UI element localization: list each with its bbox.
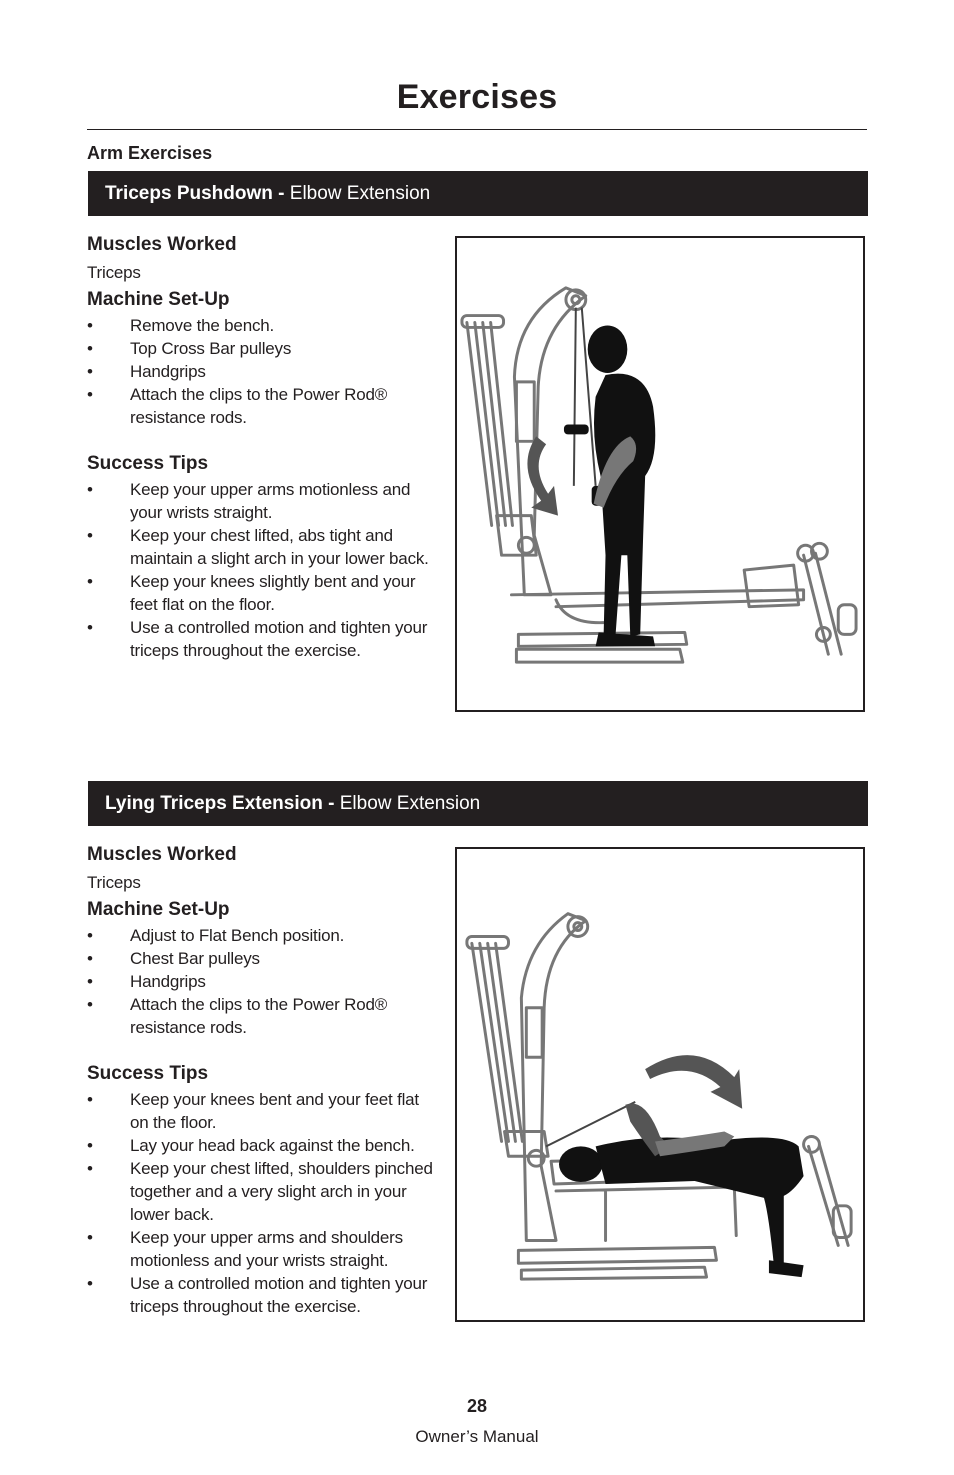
muscles-worked: Triceps [87, 873, 141, 892]
muscles-heading: Muscles Worked [87, 844, 237, 865]
tips-list [87, 1088, 437, 1318]
list-item: • Use a controlled motion and tighten your triceps throughout the exercise. [87, 1274, 428, 1316]
muscles-worked: Triceps [87, 263, 141, 282]
page-number: 28 [466, 1396, 488, 1416]
list-item: • Remove the bench. [87, 316, 275, 335]
list-item: • Handgrips [87, 362, 206, 381]
list-item: • Top Cross Bar pulleys [87, 339, 292, 358]
list-item: • Keep your upper arms and shoulders motionless and your wrists straight. [87, 1228, 403, 1270]
exercise-header-lying-triceps-extension [88, 781, 868, 826]
tips-heading: Success Tips [87, 1063, 209, 1084]
exercise-type: Elbow Extension [289, 183, 431, 204]
list-item: • Keep your upper arms motionless and your wrists straight. [87, 480, 411, 522]
section-heading: Arm Exercises [87, 143, 213, 163]
list-item: • Use a controlled motion and tighten your triceps throughout the exercise. [87, 618, 428, 660]
triceps-pushdown-illustration [455, 236, 865, 712]
exercise-name: Lying Triceps Extension - [105, 793, 335, 814]
muscles-heading: Muscles Worked [87, 234, 237, 255]
exercise-name: Triceps Pushdown - [105, 183, 285, 204]
tips-heading: Success Tips [87, 453, 209, 474]
list-item: • Keep your knees bent and your feet flat on the floor. [87, 1090, 419, 1132]
exercise-type: Elbow Extension [339, 793, 481, 814]
list-item: • Keep your knees slightly bent and your feet flat on the floor. [87, 572, 416, 614]
lying-triceps-extension-illustration [455, 847, 865, 1322]
list-item: • Attach the clips to the Power Rod® resistance rods. [87, 385, 388, 427]
list-item: • Adjust to Flat Bench position. [87, 926, 345, 945]
list-item: • Attach the clips to the Power Rod® resistance rods. [87, 995, 388, 1037]
list-item: • Handgrips [87, 972, 206, 991]
list-item: • Chest Bar pulleys [87, 949, 260, 968]
title-divider [87, 129, 867, 130]
list-item: • Lay your head back against the bench. [87, 1136, 415, 1155]
tips-list [87, 478, 437, 662]
page-title: Exercises [396, 78, 558, 116]
setup-heading: Machine Set-Up [87, 899, 230, 920]
setup-list [87, 314, 437, 429]
exercise-instructions [87, 843, 437, 1318]
exercise-header-triceps-pushdown [88, 171, 868, 216]
list-item: • Keep your chest lifted, abs tight and maintain a slight arch in your lower back. [87, 526, 429, 568]
footer-text: Owner’s Manual [415, 1427, 539, 1446]
setup-list [87, 924, 437, 1039]
setup-heading: Machine Set-Up [87, 289, 230, 310]
exercise-instructions [87, 233, 437, 662]
list-item: • Keep your chest lifted, shoulders pinched together and a very slight arch in your lower back. [87, 1159, 433, 1224]
